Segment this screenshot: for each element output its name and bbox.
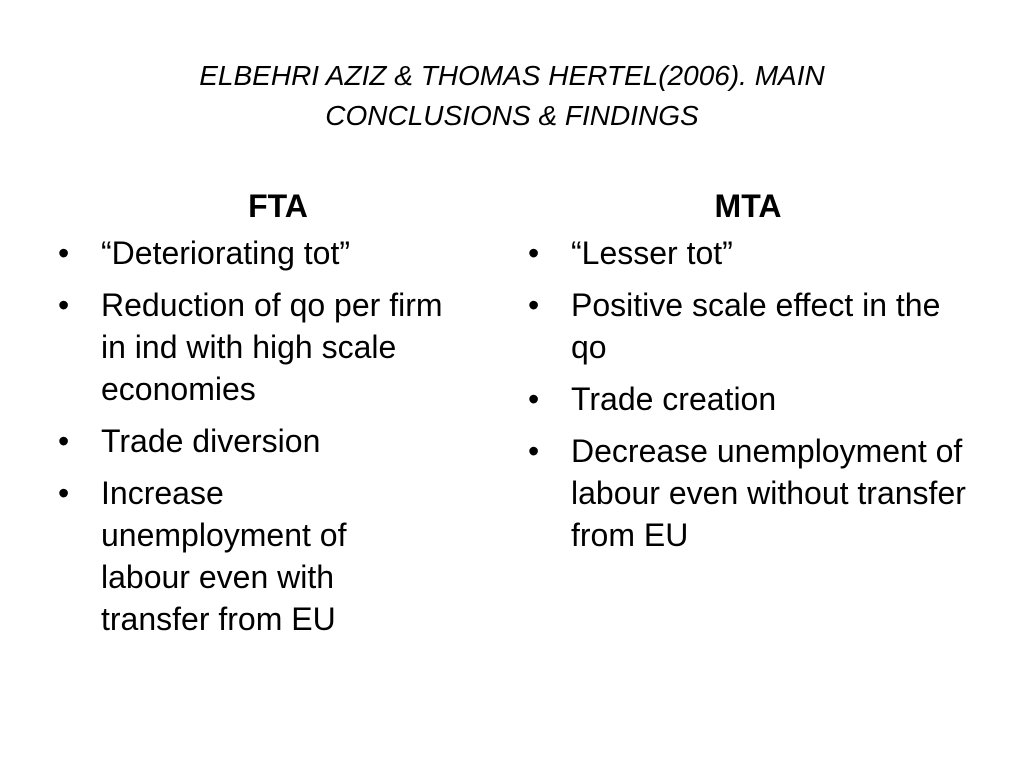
list-item xyxy=(58,284,456,410)
mta-column xyxy=(528,184,966,566)
list-item xyxy=(528,378,971,420)
list-item xyxy=(58,420,456,462)
list-item-text: “Deteriorating tot” xyxy=(101,235,350,271)
bullet-icon: • xyxy=(528,235,540,271)
list-item-text: Positive scale effect in the qo xyxy=(571,287,941,365)
list-item-text: Increase unemployment of labour even with transfer from EU xyxy=(101,475,347,637)
list-item-text: Trade creation xyxy=(571,381,777,417)
list-item-text: Reduction of qo per firm in ind with high scale economies xyxy=(101,287,443,407)
list-item xyxy=(528,284,971,368)
list-item xyxy=(58,472,431,640)
mta-bullet-list xyxy=(528,232,966,556)
fta-bullet-list xyxy=(58,232,478,640)
bullet-icon: • xyxy=(58,235,70,271)
fta-column xyxy=(58,184,478,650)
slide-title-line-2: CONCLUSIONS & FINDINGS xyxy=(325,100,699,131)
list-item xyxy=(528,430,971,556)
mta-heading: MTA xyxy=(714,188,782,224)
slide-title-line-1: ELBEHRI AZIZ & THOMAS HERTEL(2006). MAIN xyxy=(199,60,825,91)
list-item-text: “Lesser tot” xyxy=(571,235,733,271)
slide-title xyxy=(60,56,964,136)
bullet-icon: • xyxy=(528,381,540,417)
bullet-icon: • xyxy=(528,287,540,323)
bullet-icon: • xyxy=(58,287,70,323)
bullet-icon: • xyxy=(58,423,70,459)
bullet-icon: • xyxy=(58,475,70,511)
list-item xyxy=(528,232,971,274)
fta-heading: FTA xyxy=(248,188,308,224)
list-item-text: Decrease unemployment of labour even without transfer from EU xyxy=(571,433,966,553)
list-item xyxy=(58,232,456,274)
list-item-text: Trade diversion xyxy=(101,423,321,459)
bullet-icon: • xyxy=(528,433,540,469)
